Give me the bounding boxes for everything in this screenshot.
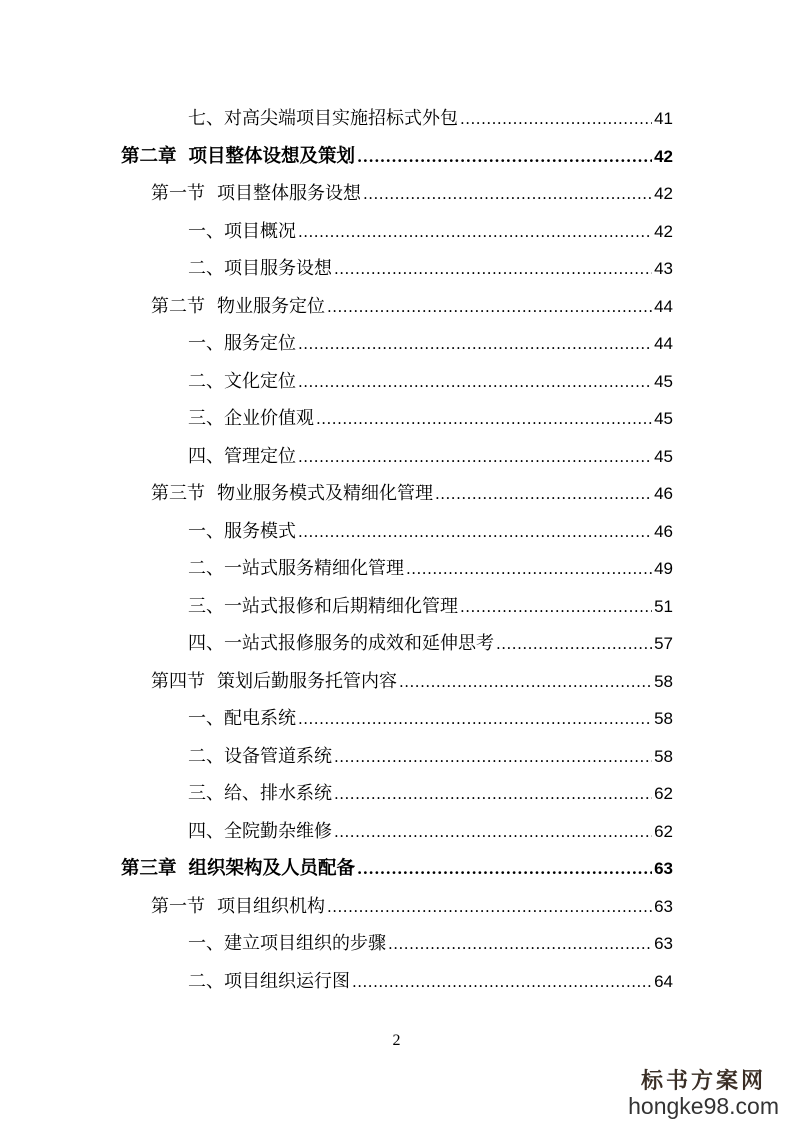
dot-leader [327,292,652,322]
toc-entry-label: 四、 [188,820,224,842]
toc-entry[interactable] [188,967,673,997]
toc-entry-label: 第四节 [151,670,205,692]
dot-leader [316,404,652,434]
toc-entry-page: 63 [654,896,673,916]
toc-entry-label: 二、 [188,745,224,767]
toc-entry-title [151,892,325,922]
dot-leader [298,217,652,247]
toc-entry-label: 第一节 [151,183,205,204]
dot-leader [334,779,652,809]
toc-entry-page: 45 [654,371,673,391]
watermark-logo [628,1068,779,1118]
toc-entry-label: 第三节 [151,483,205,504]
toc-entry-page: 45 [654,446,673,466]
toc-entry[interactable] [188,629,673,659]
toc-entry[interactable] [188,217,673,247]
toc-entry-text: 策划后勤服务托管内容 [217,670,397,692]
toc-entry-page: 62 [654,784,673,803]
toc-entry-page: 63 [654,934,673,953]
dot-leader [399,667,652,697]
toc-entry-text: 物业服务模式及精细化管理 [217,483,433,504]
toc-entry[interactable] [188,329,673,359]
dot-leader [435,479,652,509]
toc-entry-text: 建立项目组织的步骤 [224,933,386,954]
dot-leader [406,554,652,584]
toc-entry-title [188,217,296,247]
toc-entry-text: 对高尖端项目实施招标式外包 [224,108,458,129]
toc-entry-page: 49 [654,559,673,578]
toc-entry-label: 二、 [188,370,224,392]
toc-entry-title [188,704,296,734]
toc-entry-title [188,367,296,397]
toc-entry[interactable] [188,254,673,284]
toc-entry[interactable] [121,142,673,172]
toc-entry-title [188,404,314,434]
toc-entry[interactable] [188,742,673,772]
toc-entry-label: 二、 [188,258,224,279]
dot-leader [334,817,652,847]
toc-entry-page: 51 [654,596,673,616]
toc-entry-page: 44 [654,296,673,316]
watermark-name: 标书方案网 [641,1068,767,1094]
toc-entry-text: 项目整体设想及策划 [188,145,356,167]
toc-entry-page: 43 [654,259,673,278]
toc-entry-page: 58 [654,709,673,728]
toc-entry-label: 一、 [188,520,224,542]
toc-entry-title [188,817,332,847]
toc-entry[interactable] [188,704,673,734]
toc-entry-page: 44 [654,334,673,353]
toc-entry-label: 四、 [188,633,224,654]
toc-entry-text: 配电系统 [224,708,296,729]
toc-entry-text: 全院勤杂维修 [224,820,332,842]
toc-entry-text: 一站式报修服务的成效和延伸思考 [224,633,494,654]
toc-entry-text: 项目整体服务设想 [217,183,361,204]
toc-entry[interactable] [151,292,673,322]
toc-entry-text: 一站式报修和后期精细化管理 [224,595,458,617]
toc-entry[interactable] [188,404,673,434]
toc-entry-page: 62 [654,821,673,841]
toc-entry-label: 第三章 [121,858,177,879]
watermark-url: hongke98.com [628,1093,779,1119]
dot-leader [334,254,652,284]
toc-entry-title [151,667,397,697]
dot-leader [357,142,652,172]
toc-entry-label: 三、 [188,408,224,429]
toc-entry-page: 42 [654,184,673,203]
toc-entry-text: 一站式服务精细化管理 [224,558,404,579]
toc-entry-page: 45 [654,409,673,428]
toc-entry-title [151,292,325,322]
toc-entry-page: 57 [654,634,673,653]
dot-leader [352,967,652,997]
dot-leader [298,704,652,734]
toc-entry-title [121,142,355,172]
dot-leader [363,179,652,209]
toc-entry-title [188,517,296,547]
toc-entry-text: 服务定位 [224,333,296,354]
toc-entry-title [151,479,433,509]
toc-entry-page: 46 [654,521,673,541]
toc-entry-text: 项目概况 [224,220,296,242]
toc-entry-text: 企业价值观 [224,408,314,429]
toc-entry[interactable] [151,479,673,509]
toc-entry-text: 服务模式 [224,520,296,542]
dot-leader [298,329,652,359]
toc-entry-label: 第二章 [121,145,177,167]
toc-entry-page: 63 [654,859,673,878]
toc-entry-title [188,779,332,809]
toc-entry-label: 一、 [188,220,224,242]
toc-entry-title [188,967,350,997]
toc-entry-page: 42 [654,146,673,166]
dot-leader [298,517,652,547]
toc-entry-title [188,629,494,659]
toc-entry-label: 三、 [188,595,224,617]
toc-entry-title [188,592,458,622]
toc-entry[interactable] [151,179,673,209]
toc-entry-page: 46 [654,484,673,503]
dot-leader [460,592,652,622]
toc-entry-label: 二、 [188,558,224,579]
toc-entry-title [188,442,296,472]
toc-entry-label: 第二节 [151,295,205,317]
toc-entry[interactable] [188,817,673,847]
toc-entry-label: 一、 [188,333,224,354]
dot-leader [460,104,652,134]
toc-entry-text: 给、排水系统 [224,783,332,804]
toc-entry-text: 管理定位 [224,445,296,467]
toc-entry[interactable] [188,554,673,584]
toc-entry-text: 项目组织运行图 [224,970,350,992]
toc-entry[interactable] [121,854,673,884]
toc-entry-text: 项目组织机构 [217,895,325,917]
toc-entry-page: 42 [654,221,673,241]
toc-entry[interactable] [151,667,673,697]
toc-entry-label: 七、 [188,108,224,129]
toc-entry-title [121,854,355,884]
toc-entry[interactable] [151,892,673,922]
dot-leader [298,442,652,472]
toc-entry-title [188,254,332,284]
toc-entry[interactable] [188,779,673,809]
toc-entry-page: 41 [654,109,673,128]
page-number: 2 [392,1032,401,1049]
toc-entry[interactable] [188,929,673,959]
toc-entry-text: 物业服务定位 [217,295,325,317]
dot-leader [357,854,652,884]
toc-entry-label: 三、 [188,783,224,804]
dot-leader [496,629,652,659]
toc-entry-title [151,179,361,209]
toc-entry-page: 58 [654,671,673,691]
toc-entry-title [188,742,332,772]
toc-entry-text: 项目服务设想 [224,258,332,279]
toc-entry[interactable] [188,592,673,622]
toc-entry-title [188,104,458,134]
dot-leader [334,742,652,772]
toc-entry-title [188,929,386,959]
toc-entry[interactable] [188,104,673,134]
dot-leader [298,367,652,397]
toc-entry-label: 二、 [188,970,224,992]
dot-leader [327,892,652,922]
toc-entry[interactable] [188,442,673,472]
toc-entry-page: 58 [654,746,673,766]
toc-entry-title [188,554,404,584]
toc-entry-text: 组织架构及人员配备 [188,858,356,879]
dot-leader [388,929,652,959]
toc-entry-label: 一、 [188,933,224,954]
toc-entry-label: 一、 [188,708,224,729]
toc-entry[interactable] [188,367,673,397]
toc-entry-title [188,329,296,359]
toc-entry[interactable] [188,517,673,547]
toc-entry-text: 文化定位 [224,370,296,392]
toc-entry-page: 64 [654,971,673,991]
toc-entry-label: 第一节 [151,895,205,917]
toc-entry-text: 设备管道系统 [224,745,332,767]
toc-entry-label: 四、 [188,445,224,467]
